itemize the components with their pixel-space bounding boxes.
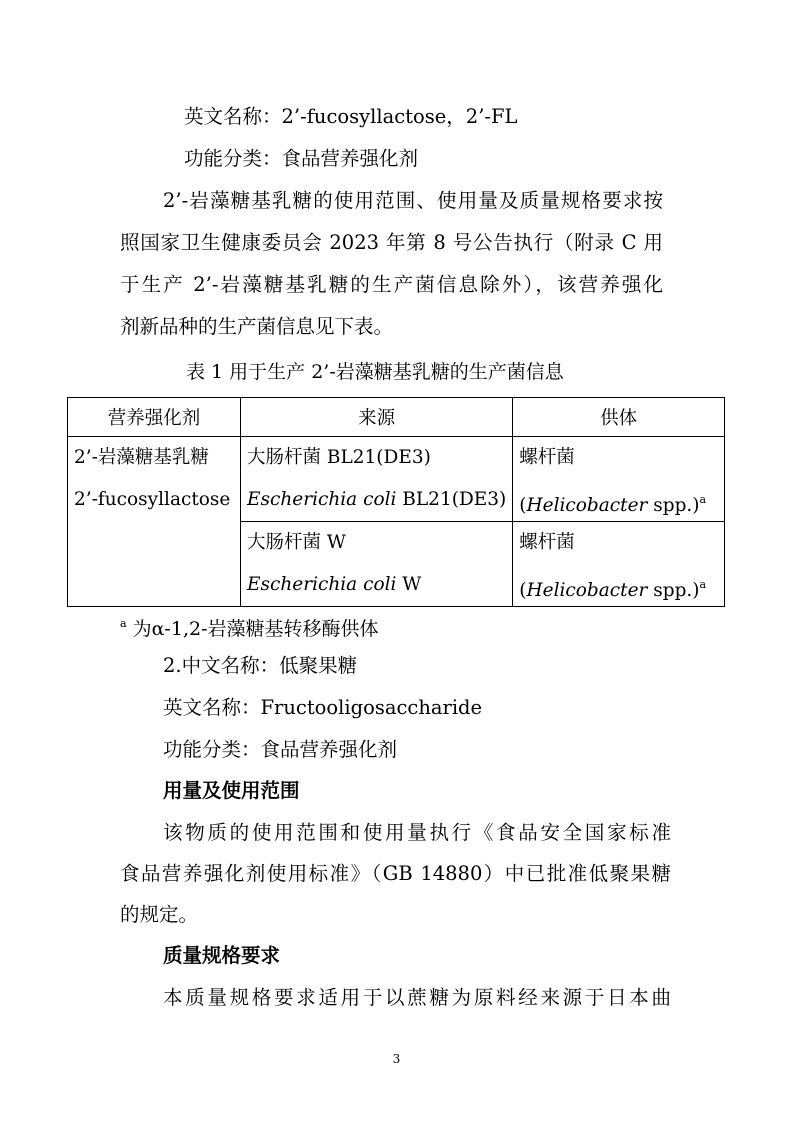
- paragraph-line: 食品营养强化剂使用标准》（GB 14880）中已批准低聚果糖: [120, 862, 671, 885]
- footnote-marker: a: [120, 617, 127, 630]
- donor-italic: Helicobacter: [526, 580, 648, 601]
- donor-latin: (Helicobacter spp.)$^a$: [519, 578, 707, 601]
- paragraph-line: 照国家卫生健康委员会 2023 年第 8 号公告执行（附录 C 用: [120, 231, 663, 254]
- header-fortifier: 营养强化剂: [68, 398, 241, 437]
- producer-strain-table: [67, 397, 725, 607]
- donor-cn: 螺杆菌: [519, 447, 575, 468]
- fortifier-cn: 2’-岩藻糖基乳糖: [74, 447, 209, 468]
- page-number: 3: [392, 1052, 401, 1066]
- cn-name-line: 2.中文名称：低聚果糖: [163, 654, 358, 677]
- donor-rest: spp.): [647, 495, 700, 516]
- source-latin: [247, 479, 506, 521]
- source-cn: 大肠杆菌 BL21(DE3): [247, 447, 431, 468]
- latin-italic: Escherichia coli: [247, 574, 397, 595]
- footnote-text: 为α-1,2-岩藻糖基转移酶供体: [126, 618, 379, 640]
- donor-rest: spp.): [647, 580, 700, 601]
- paragraph-line: 本质量规格要求适用于以蔗糖为原料经来源于日本曲: [163, 986, 671, 1009]
- donor-latin: (Helicobacter spp.)$^a$: [519, 493, 707, 516]
- paragraph-line: 于生产 2’-岩藻糖基乳糖的生产菌信息除外），该营养强化: [120, 273, 663, 296]
- paragraph-line: 2’-岩藻糖基乳糖的使用范围、使用量及质量规格要求按: [163, 189, 663, 212]
- donor-cell: [513, 437, 725, 522]
- paragraph-line: 该物质的使用范围和使用量执行《食品安全国家标准: [163, 821, 671, 844]
- latin-rest: W: [396, 574, 422, 595]
- donor-cell: [513, 522, 725, 607]
- fortifier-en: 2’-fucosyllactose: [74, 489, 231, 510]
- fortifier-cell: [68, 437, 241, 607]
- header-source: 来源: [241, 398, 513, 437]
- source-cell: [241, 522, 513, 607]
- footnote-marker: a: [699, 578, 707, 591]
- source-cn: 大肠杆菌 W: [247, 532, 346, 553]
- paragraph-line: 的规定。: [120, 903, 199, 926]
- latin-italic: Escherichia coli: [247, 489, 397, 510]
- donor-cn: 螺杆菌: [519, 532, 575, 553]
- table-caption: 表 1 用于生产 2’-岩藻糖基乳糖的生产菌信息: [186, 361, 564, 383]
- paragraph-line: 剂新品种的生产菌信息见下表。: [120, 315, 394, 338]
- section-heading: 用量及使用范围: [163, 779, 300, 802]
- table-header-row: [68, 398, 725, 437]
- donor-italic: Helicobacter: [526, 495, 648, 516]
- source-latin: [247, 564, 506, 606]
- en-name-line: 英文名称：2’-fucosyllactose，2’-FL: [184, 105, 518, 128]
- section-heading: 质量规格要求: [163, 944, 281, 967]
- table-footnote: [120, 612, 379, 641]
- latin-rest: BL21(DE3): [396, 489, 507, 510]
- table-row: [68, 437, 725, 522]
- function-line: 功能分类：食品营养强化剂: [163, 738, 398, 761]
- en-name-line: 英文名称：Fructooligosaccharide: [163, 696, 483, 719]
- header-donor: 供体: [513, 398, 725, 437]
- function-line: 功能分类：食品营养强化剂: [184, 147, 419, 170]
- footnote-marker: a: [699, 493, 707, 506]
- source-cell: [241, 437, 513, 522]
